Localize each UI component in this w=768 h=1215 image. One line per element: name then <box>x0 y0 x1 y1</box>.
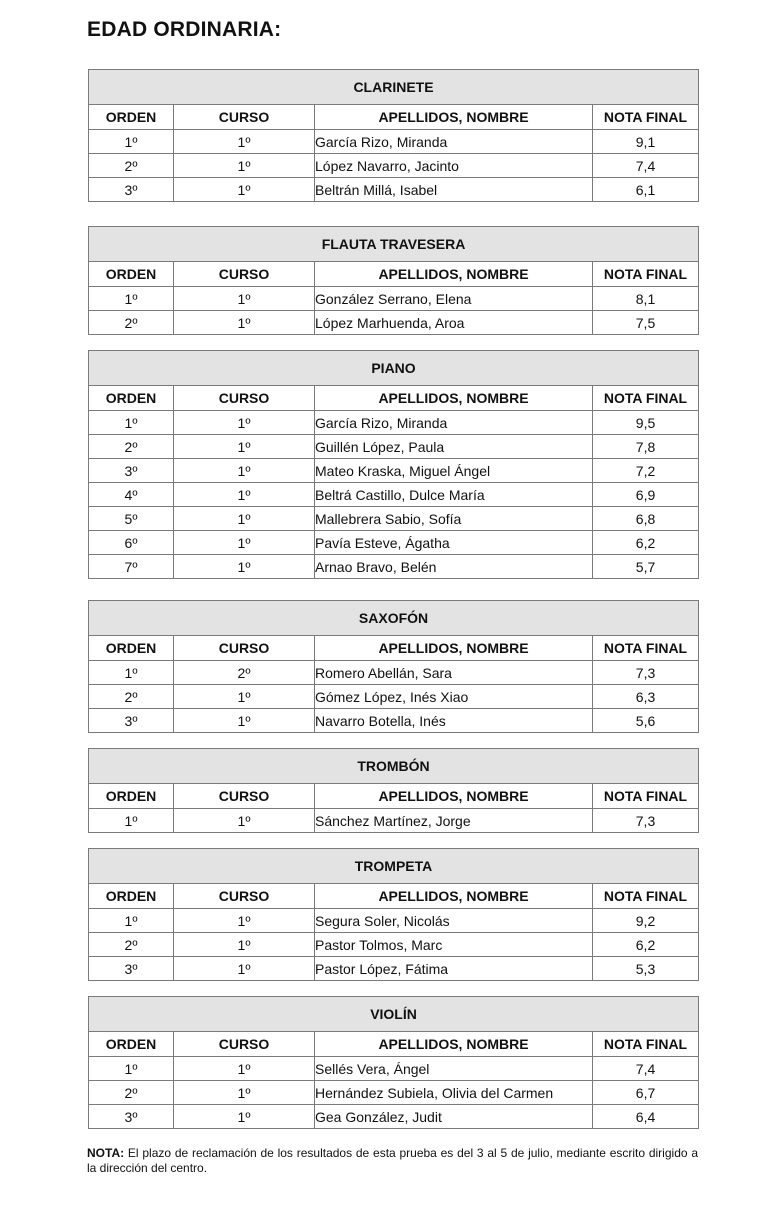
cell-nombre: Sánchez Martínez, Jorge <box>315 809 593 833</box>
table-row <box>89 130 699 154</box>
cell-nombre: García Rizo, Miranda <box>315 411 593 435</box>
cell-orden: 2º <box>89 933 174 957</box>
section-title-row <box>89 601 699 636</box>
cell-curso: 2º <box>174 661 315 685</box>
cell-orden: 5º <box>89 507 174 531</box>
cell-nombre: Hernández Subiela, Olivia del Carmen <box>315 1081 593 1105</box>
column-header: APELLIDOS, NOMBRE <box>315 636 593 661</box>
section-table <box>88 226 699 335</box>
cell-curso: 1º <box>174 411 315 435</box>
section-title-row <box>89 227 699 262</box>
column-header: ORDEN <box>89 884 174 909</box>
column-header: NOTA FINAL <box>593 884 699 909</box>
column-header: APELLIDOS, NOMBRE <box>315 262 593 287</box>
table-row <box>89 483 699 507</box>
section-table <box>88 748 699 833</box>
section-title: PIANO <box>89 351 699 386</box>
cell-nombre: García Rizo, Miranda <box>315 130 593 154</box>
column-header: ORDEN <box>89 105 174 130</box>
cell-curso: 1º <box>174 507 315 531</box>
column-header: NOTA FINAL <box>593 386 699 411</box>
note-label: NOTA: <box>87 1146 125 1160</box>
table-row <box>89 1105 699 1129</box>
section-title: TROMPETA <box>89 849 699 884</box>
section-title: TROMBÓN <box>89 749 699 784</box>
section-title-row <box>89 849 699 884</box>
cell-curso: 1º <box>174 154 315 178</box>
cell-curso: 1º <box>174 957 315 981</box>
column-header-row <box>89 105 699 130</box>
cell-orden: 1º <box>89 287 174 311</box>
cell-nota: 6,4 <box>593 1105 699 1129</box>
table-row <box>89 957 699 981</box>
cell-nombre: Mateo Kraska, Miguel Ángel <box>315 459 593 483</box>
cell-nota: 5,3 <box>593 957 699 981</box>
table-row <box>89 531 699 555</box>
cell-nombre: González Serrano, Elena <box>315 287 593 311</box>
table-row <box>89 507 699 531</box>
cell-curso: 1º <box>174 709 315 733</box>
cell-orden: 3º <box>89 957 174 981</box>
column-header-row <box>89 636 699 661</box>
column-header: ORDEN <box>89 262 174 287</box>
cell-nombre: López Marhuenda, Aroa <box>315 311 593 335</box>
column-header: CURSO <box>174 105 315 130</box>
cell-nota: 6,8 <box>593 507 699 531</box>
cell-nota: 6,9 <box>593 483 699 507</box>
cell-nota: 6,3 <box>593 685 699 709</box>
cell-orden: 3º <box>89 178 174 202</box>
cell-orden: 3º <box>89 459 174 483</box>
table-row <box>89 661 699 685</box>
cell-curso: 1º <box>174 685 315 709</box>
column-header: CURSO <box>174 386 315 411</box>
column-header-row <box>89 262 699 287</box>
section-table <box>88 350 699 579</box>
cell-nota: 6,1 <box>593 178 699 202</box>
cell-orden: 1º <box>89 661 174 685</box>
cell-orden: 3º <box>89 709 174 733</box>
cell-nombre: Gómez López, Inés Xiao <box>315 685 593 709</box>
section-title: VIOLÍN <box>89 997 699 1032</box>
section-title: SAXOFÓN <box>89 601 699 636</box>
section-table <box>88 996 699 1129</box>
section-title-row <box>89 997 699 1032</box>
cell-curso: 1º <box>174 909 315 933</box>
cell-orden: 4º <box>89 483 174 507</box>
table-row <box>89 809 699 833</box>
cell-nombre: Gea González, Judit <box>315 1105 593 1129</box>
cell-orden: 2º <box>89 311 174 335</box>
cell-nombre: Beltrán Millá, Isabel <box>315 178 593 202</box>
table-row <box>89 685 699 709</box>
table-row <box>89 311 699 335</box>
cell-orden: 1º <box>89 809 174 833</box>
column-header: APELLIDOS, NOMBRE <box>315 105 593 130</box>
column-header-row <box>89 1032 699 1057</box>
column-header: APELLIDOS, NOMBRE <box>315 386 593 411</box>
cell-orden: 3º <box>89 1105 174 1129</box>
column-header: CURSO <box>174 884 315 909</box>
cell-curso: 1º <box>174 178 315 202</box>
table-row <box>89 287 699 311</box>
column-header: NOTA FINAL <box>593 1032 699 1057</box>
cell-curso: 1º <box>174 459 315 483</box>
cell-orden: 1º <box>89 909 174 933</box>
cell-orden: 6º <box>89 531 174 555</box>
table-row <box>89 435 699 459</box>
page-title: EDAD ORDINARIA: <box>87 18 282 41</box>
cell-nota: 7,5 <box>593 311 699 335</box>
cell-curso: 1º <box>174 1105 315 1129</box>
table-row <box>89 909 699 933</box>
cell-curso: 1º <box>174 311 315 335</box>
cell-orden: 1º <box>89 1057 174 1081</box>
cell-nota: 8,1 <box>593 287 699 311</box>
cell-curso: 1º <box>174 555 315 579</box>
cell-nota: 9,1 <box>593 130 699 154</box>
note-text: El plazo de reclamación de los resultados de esta prueba es del 3 al 5 de julio, mediante escrito dirigido a la dirección del centro. <box>87 1146 698 1175</box>
cell-orden: 7º <box>89 555 174 579</box>
cell-orden: 2º <box>89 154 174 178</box>
cell-nombre: Romero Abellán, Sara <box>315 661 593 685</box>
cell-nombre: Segura Soler, Nicolás <box>315 909 593 933</box>
table-row <box>89 411 699 435</box>
cell-nota: 6,7 <box>593 1081 699 1105</box>
cell-curso: 1º <box>174 531 315 555</box>
column-header: NOTA FINAL <box>593 262 699 287</box>
cell-nota: 7,4 <box>593 154 699 178</box>
section-table <box>88 600 699 733</box>
table-row <box>89 555 699 579</box>
cell-curso: 1º <box>174 287 315 311</box>
cell-nombre: López Navarro, Jacinto <box>315 154 593 178</box>
column-header: ORDEN <box>89 784 174 809</box>
section-table <box>88 848 699 981</box>
cell-curso: 1º <box>174 1081 315 1105</box>
table-row <box>89 1057 699 1081</box>
cell-nombre: Pastor Tolmos, Marc <box>315 933 593 957</box>
table-row <box>89 178 699 202</box>
cell-nombre: Mallebrera Sabio, Sofía <box>315 507 593 531</box>
cell-curso: 1º <box>174 1057 315 1081</box>
cell-nombre: Pavía Esteve, Ágatha <box>315 531 593 555</box>
table-row <box>89 154 699 178</box>
cell-nota: 7,4 <box>593 1057 699 1081</box>
cell-nota: 5,7 <box>593 555 699 579</box>
column-header: CURSO <box>174 784 315 809</box>
cell-curso: 1º <box>174 483 315 507</box>
cell-orden: 2º <box>89 685 174 709</box>
column-header: ORDEN <box>89 1032 174 1057</box>
column-header-row <box>89 784 699 809</box>
table-row <box>89 709 699 733</box>
table-row <box>89 933 699 957</box>
cell-nombre: Sellés Vera, Ángel <box>315 1057 593 1081</box>
column-header: CURSO <box>174 1032 315 1057</box>
column-header: ORDEN <box>89 386 174 411</box>
cell-nota: 9,5 <box>593 411 699 435</box>
cell-nota: 6,2 <box>593 531 699 555</box>
cell-curso: 1º <box>174 435 315 459</box>
cell-nota: 7,3 <box>593 809 699 833</box>
cell-nombre: Pastor López, Fátima <box>315 957 593 981</box>
cell-nota: 7,2 <box>593 459 699 483</box>
cell-orden: 2º <box>89 435 174 459</box>
column-header: APELLIDOS, NOMBRE <box>315 884 593 909</box>
column-header: APELLIDOS, NOMBRE <box>315 1032 593 1057</box>
table-row <box>89 1081 699 1105</box>
cell-nota: 6,2 <box>593 933 699 957</box>
claim-note <box>87 1146 698 1176</box>
column-header-row <box>89 884 699 909</box>
section-title-row <box>89 70 699 105</box>
cell-nombre: Arnao Bravo, Belén <box>315 555 593 579</box>
cell-nombre: Navarro Botella, Inés <box>315 709 593 733</box>
column-header: CURSO <box>174 636 315 661</box>
column-header: CURSO <box>174 262 315 287</box>
column-header-row <box>89 386 699 411</box>
cell-nota: 7,8 <box>593 435 699 459</box>
column-header: ORDEN <box>89 636 174 661</box>
cell-orden: 2º <box>89 1081 174 1105</box>
column-header: NOTA FINAL <box>593 636 699 661</box>
section-title: CLARINETE <box>89 70 699 105</box>
table-row <box>89 459 699 483</box>
section-table <box>88 69 699 202</box>
column-header: APELLIDOS, NOMBRE <box>315 784 593 809</box>
section-title-row <box>89 351 699 386</box>
cell-nombre: Beltrá Castillo, Dulce María <box>315 483 593 507</box>
column-header: NOTA FINAL <box>593 105 699 130</box>
cell-nota: 5,6 <box>593 709 699 733</box>
cell-curso: 1º <box>174 130 315 154</box>
cell-orden: 1º <box>89 411 174 435</box>
cell-nota: 7,3 <box>593 661 699 685</box>
cell-curso: 1º <box>174 809 315 833</box>
section-title: FLAUTA TRAVESERA <box>89 227 699 262</box>
cell-nombre: Guillén López, Paula <box>315 435 593 459</box>
section-title-row <box>89 749 699 784</box>
cell-curso: 1º <box>174 933 315 957</box>
cell-nota: 9,2 <box>593 909 699 933</box>
column-header: NOTA FINAL <box>593 784 699 809</box>
cell-orden: 1º <box>89 130 174 154</box>
